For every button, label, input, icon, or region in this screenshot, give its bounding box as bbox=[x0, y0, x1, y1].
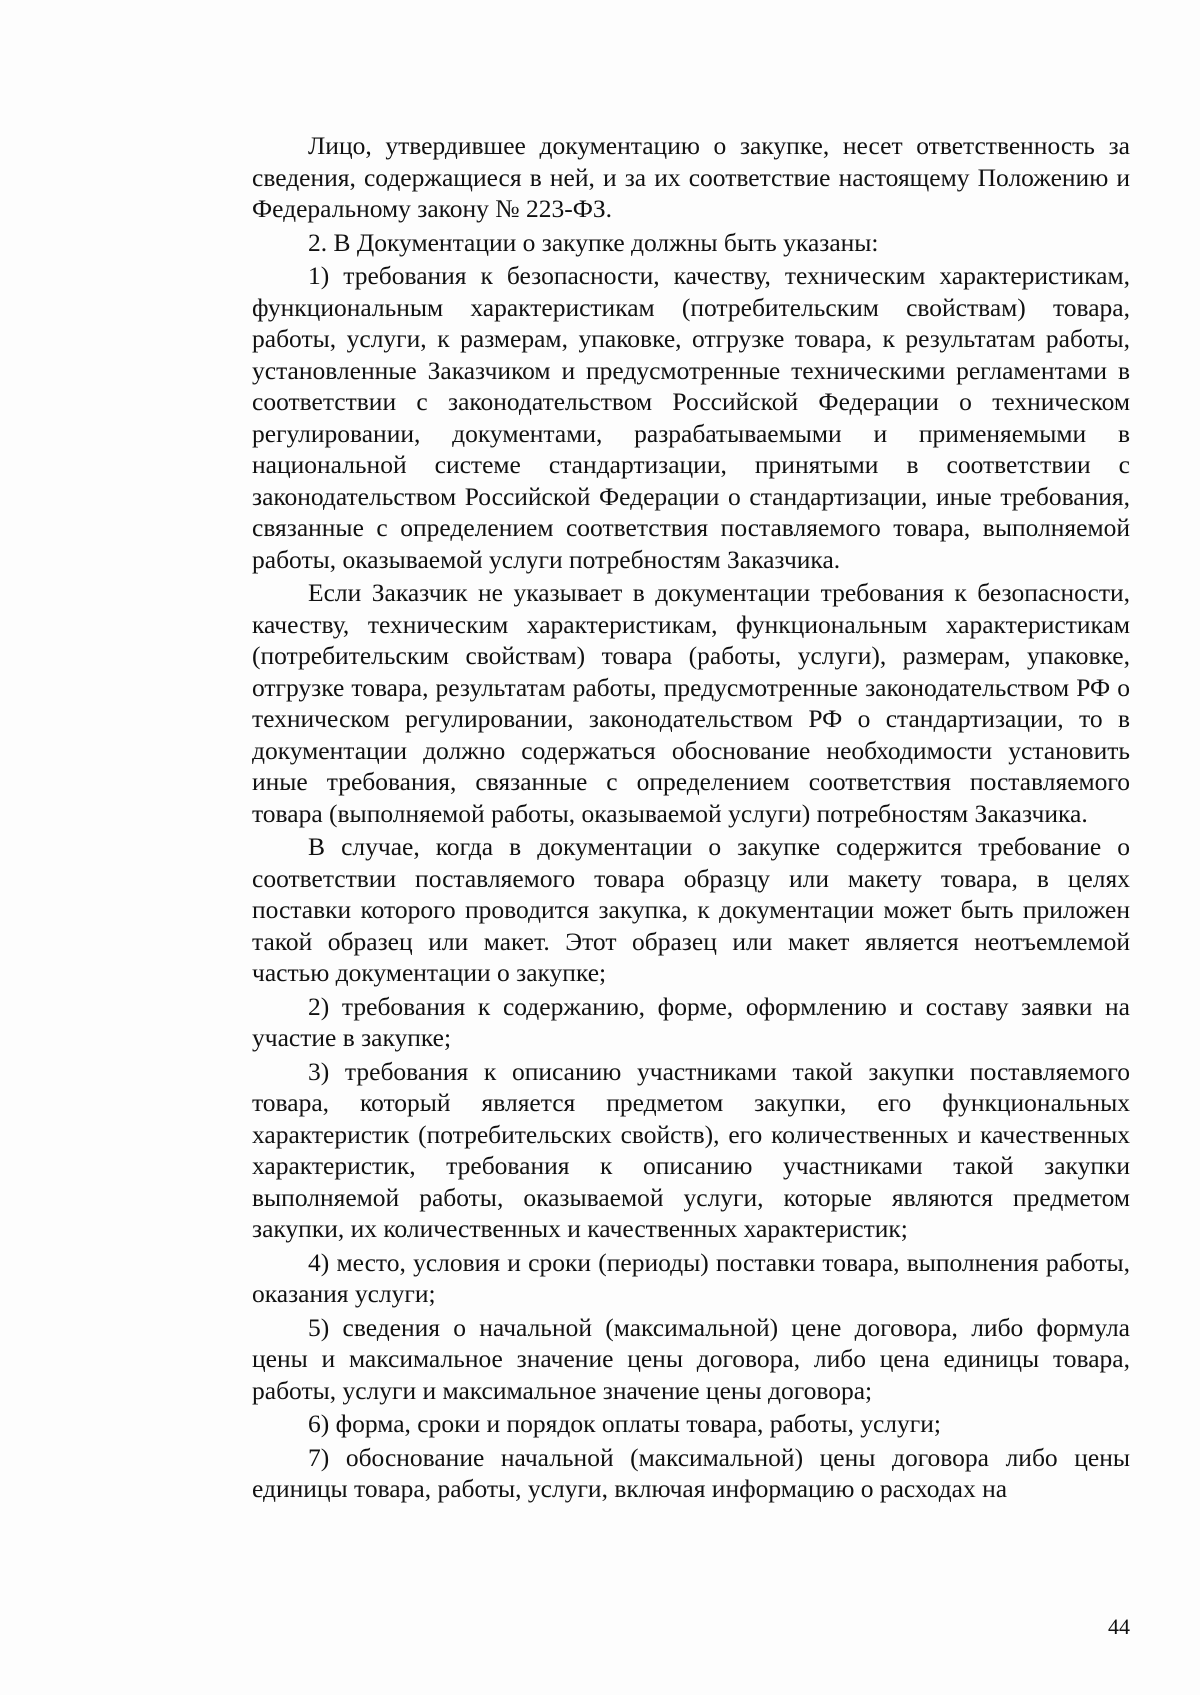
paragraph-item-3: 3) требования к описанию участниками такой закупки поставляемого товара, который является предметом закупки, его функциональных характеристик (потребительских свойств), его количественных и качественных характеристик, требования к описанию участниками такой закупки выполняемой работы, оказываемой услуги, которые являются предметом закупки, их количественных и качественных характеристик; bbox=[252, 1056, 1130, 1243]
paragraph-item-2: 2) требования к содержанию, форме, оформлению и составу заявки на участие в закупке; bbox=[252, 991, 1130, 1052]
page-number: 44 bbox=[1108, 1614, 1130, 1639]
paragraph-item-5: 5) сведения о начальной (максимальной) цене договора, либо формула цены и максимальное значение цены договора, либо цена единицы товара, работы, услуги и максимальное значение цены договора; bbox=[252, 1312, 1130, 1405]
paragraph-item-1-note: Если Заказчик не указывает в документации требования к безопасности, качеству, техническим характеристикам, функциональным характеристикам (потребительским свойствам) товара (работы, услуги), размерам, упаковке, отгрузке товара, результатам работы, предусмотренные законодательством РФ о техническом регулировании, законодательством РФ о стандартизации, то в документации должно содержаться обоснование необходимости установить иные требования, связанные с определением соответствия поставляемого товара (выполняемой работы, оказываемой услуги) потребностям Заказчика. bbox=[252, 578, 1130, 828]
paragraph-sample-mockup: В случае, когда в документации о закупке содержится требование о соответствии поставляемого товара образцу или макету товара, в целях поставки которого проводится закупка, к документации может быть приложен такой образец или макет. Этот образец или макет является неотъемлемой частью документации о закупке; bbox=[252, 832, 1130, 987]
paragraph-item-4: 4) место, условия и сроки (периоды) поставки товара, выполнения работы, оказания услуги; bbox=[252, 1247, 1130, 1308]
paragraph-item-7: 7) обоснование начальной (максимальной) цены договора либо цены единицы товара, работы, услуги, включая информацию о расходах на bbox=[252, 1442, 1130, 1503]
paragraph-item-6: 6) форма, сроки и порядок оплаты товара, работы, услуги; bbox=[308, 1409, 941, 1438]
paragraph-responsibility: Лицо, утвердившее документацию о закупке, несет ответственность за сведения, содержащиеся в ней, и за их соответствие настоящему Положению и Федеральному закону № 223-ФЗ. bbox=[252, 131, 1130, 223]
paragraph-item-1: 1) требования к безопасности, качеству, техническим характеристикам, функциональным характеристикам (потребительским свойствам) товара, работы, услуги, к размерам, упаковке, отгрузке товара, к результатам работы, установленные Заказчиком и предусмотренные техническими регламентами в соответствии с законодательством Российской Федерации о техническом регулировании, документами, разрабатываемыми и применяемыми в национальной системе стандартизации, принятыми в соответствии с законодательством Российской Федерации о стандартизации, иные требования, связанные с определением соответствия поставляемого товара, выполняемой работы, оказываемой услуги потребностям Заказчика. bbox=[252, 261, 1130, 574]
paragraph-section-2-heading: 2. В Документации о закупке должны быть указаны: bbox=[308, 227, 879, 257]
document-body bbox=[252, 130, 1130, 1507]
